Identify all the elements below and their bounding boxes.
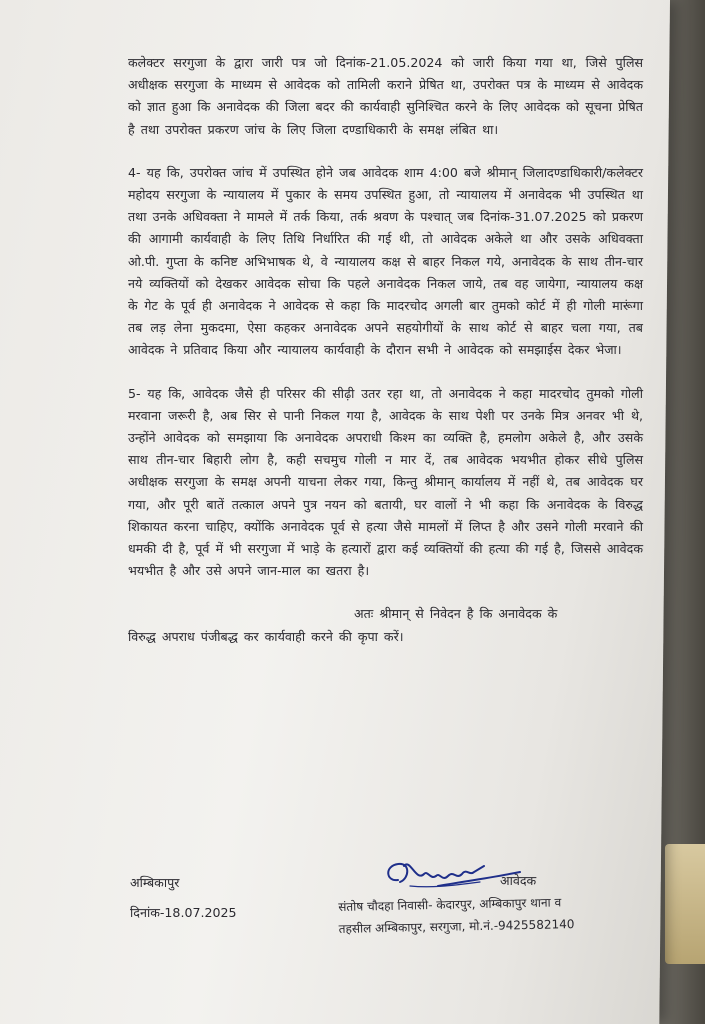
applicant-details-line-1: संतोष चौदहा निवासी- केदारपुर, अम्बिकापुर थाना व: [338, 895, 562, 914]
place-date-block: [130, 868, 237, 928]
paragraph-4: 4- यह कि, उपरोक्त जांच में उपस्थित होने जब आवेदक शाम 4:00 बजे श्रीमान् जिलादण्डाधिकारी/कलेक्टर महोदय सरगुजा के न्यायालय में पुकार के समय उपस्थित हुआ, तो न्यायालय में अनावेदक भी उपस्थित था तथा उनके अधिवक्ता ने मामले में तर्क किया, तर्क श्रवण के पश्चात् जब दिनांक-31.07.2025 को प्रकरण की आगामी कार्यवाही के लिए तिथि निर्धारित की गई थी, तो आवेदक अकेले था और उसके अधिवक्ता ओ.पी. गुप्ता के कनिष्ट अभिभाषक थे, वे न्यायालय कक्ष से बाहर निकल गये, अनावेदक के साथ तीन-चार नये व्यक्तियों को देखकर आवेदक सोचा कि पहले अनावेदक निकल जाये, तब वह जायेगा, न्यायालय कक्ष के गेट के पूर्व ही अनावेदक ने आवेदक से कहा कि मादरचोद अगली बार तुमको कोर्ट में ही गोली मारूंगा तब लड़ लेना मुकदमा, ऐसा कहकर अनावेदक अपने सहयोगीयों के साथ कोर्ट से बाहर चला गया, तब आवेदक ने प्रतिवाद किया और न्यायालय कार्यवाही के दौरान सभी ने आवेदक को समझाईस देकर भेजा।: [128, 164, 643, 358]
paragraph-continuation: कलेक्टर सरगुजा के द्वारा जारी पत्र जो दिनांक-21.05.2024 को जारी किया गया था, जिसे पुलिस अधीक्षक सरगुजा के माध्यम से आवेदक को तामिली कराने प्रेषित था, उपरोक्त पत्र के माध्यम से आवेदक को ज्ञात हुआ कि अनावेदक की जिला बदर की कार्यवाही सुनिश्चित करने के लिए आवेदक को सूचना प्रेषित है तथा उपरोक्त प्रकरण जांच के लिए जिला दण्डाधिकारी के समक्ष लंबित था।: [128, 55, 643, 137]
closing-lead: अतः श्रीमान् से निवेदन है कि अनावेदक के: [354, 606, 558, 622]
closing-request: [128, 603, 643, 647]
applicant-label: आवेदक: [500, 873, 537, 888]
background-object: [665, 844, 705, 964]
document-body: [128, 52, 643, 648]
place: अम्बिकापुर: [130, 875, 180, 890]
date: दिनांक-18.07.2025: [130, 905, 237, 920]
closing-rest: विरुद्ध अपराध पंजीबद्ध कर कार्यवाही करने की कृपा करें।: [128, 628, 404, 644]
applicant-details: [338, 890, 629, 940]
paragraph-5: 5- यह कि, आवेदक जैसे ही परिसर की सीढ़ी उतर रहा था, तो अनावेदक ने कहा मादरचोद तुमको गोली मरवाना जरूरी है, अब सिर से पानी निकल गया है, आवेदक के साथ पेशी पर उनके मित्र अनवर भी थे, उन्होंने आवेदक को समझाया कि अनावेदक अपराधी किश्म का व्यक्ति है, हमलोग अकेले है, और उसके साथ तीन-चार बिहारी लोग है, कही सचमुच गोली न मार दें, तब आवेदक भयभीत होकर सीधे पुलिस अधीक्षक सरगुजा के समक्ष अपनी याचना लेकर गया, किन्तु श्रीमान् कार्यालय में नहीं थे, तब आवेदक घर गया, और पूरी बातें तत्काल अपने पुत्र नयन को बतायी, घर वालों ने भी कहा कि अनावेदक के विरुद्ध शिकायत करना चाहिए, क्योंकि अनावेदक पूर्व से हत्या जैसे मामलों में लिप्त है और उसने गोली मरवाने की धमकी दी है, पूर्व में भी सरगुजा में भाड़े के हत्यारों द्वारा कई व्यक्तियों की हत्या की गई है, जिससे आवेदक भयभीत है और उसे अपने जान-माल का खतरा है।: [128, 385, 643, 579]
applicant-details-line-2: तहसील अम्बिकापुर, सरगुजा, मो.नं.-9425582140: [338, 917, 575, 936]
